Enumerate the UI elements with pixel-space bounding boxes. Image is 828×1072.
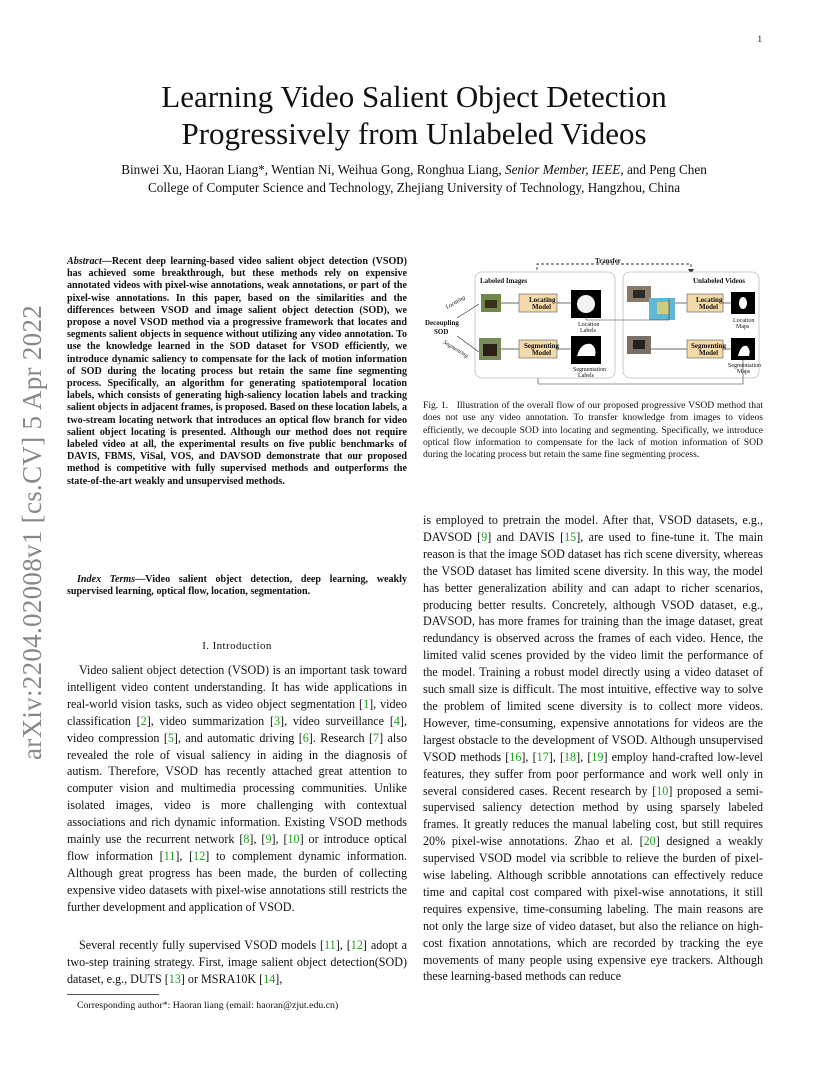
authors-role: Senior Member, IEEE,	[504, 162, 624, 177]
section-heading: I. Introduction	[202, 640, 272, 652]
citation-link[interactable]: 2	[140, 713, 147, 728]
abstract-label: Abstract	[67, 256, 102, 267]
citation-link[interactable]: 4	[393, 713, 400, 728]
video-frame-top-object	[633, 290, 645, 298]
fig-location-maps-l2: Maps	[736, 324, 750, 330]
citation-link[interactable]: 14	[263, 971, 276, 986]
figure-1-diagram	[425, 256, 765, 388]
caption-label: Fig. 1.	[423, 400, 449, 411]
page-number: 1	[757, 34, 762, 44]
citation-link[interactable]: 6	[302, 730, 309, 745]
citation-link[interactable]: 10	[656, 783, 669, 798]
paper-title	[60, 78, 768, 152]
video-frame-bottom-object	[633, 340, 645, 349]
citation-link[interactable]: 3	[273, 713, 281, 728]
right-column-body: is employed to pretrain the model. After that, VSOD datasets, e.g., DAVSOD [9] and DAVIS [15], are used to fine-tune it. The main reason is that the image SOD dataset has rich scene diversity, whereas the VSOD dataset has limited scene diversity. In this way, the model has better generalization ability and can adapt to richer scenarios, producing better results. Concretely, although VSOD dataset, e.g., DAVSOD, has more frames for training than the image dataset, great redundancy is observed across the frames of each video. Hence, the limited valid scenes provided by the video limit the performance of the model. Training a robust model directly using a video dataset of such small size is difficult. The most intuitive, effective way to solve the problem of limited scene diversity is to collect more videos. However, time-consuming, expensive annotations for videos are the largest obstacle to the development of VSOD. Although unsupervised VSOD methods [16], [17], [18], [19] employ hand-crafted low-level features, they suffer from poor performance and work well only in several considered cases. Recent research by [10] proposed a semi-supervised saliency detection method by using sparsely labeled frames. It greatly reduces the manual labeling cost, but still requires 20% pixel-wise annotations. Zhao et al. [20] designed a weakly supervised VSOD model via scribble to relieve the burden of pixel-wise labeling. Although scribble annotations can effectively reduce time and capital cost compared with pixel-wise annotations, it still requires expensive, time-consuming labeling. The main reasons are not only the large size of video dataset, but also the reliance on high-cost fixation annotations, which are recorded by tracking the eye movements of many people using expensive eye trackers. Although these learning-based methods can reduce	[423, 513, 764, 984]
citation-link[interactable]: 12	[350, 938, 363, 952]
citation-link[interactable]: 12	[193, 848, 206, 863]
fig-location-labels-l2: Labels	[580, 328, 596, 334]
intro-paragraph-2: Several recently fully supervised VSOD models [11], [12] adopt a two-step training strategy. First, image salient object detection(SOD) dataset, e.g., DUTS [13] or MSRA10K [14],	[67, 938, 408, 986]
caption-text: Illustration of the overall flow of our proposed progressive VSOD method that does not use any video annotation. To transfer knowledge from images to videos efficiently, we decouple SOD into locating and segmenting. Specifically, we introduce optical flow information to compensate for the lack of motion information of SOD during the locating process but retain the same fine segmenting process.	[423, 400, 764, 461]
figure-caption	[423, 400, 763, 461]
fig-locating-arrow-label: Locating	[445, 294, 467, 311]
labeled-image-bottom-object	[483, 344, 497, 356]
fig-unlabeled-videos: Unlabeled Videos	[693, 277, 745, 285]
citation-link[interactable]: 16	[509, 749, 522, 764]
fig-decoupling-l1: Decoupling	[425, 319, 459, 327]
fig-locating-model-right-l2: Model	[699, 303, 719, 311]
fig-segmenting-model-left-l2: Model	[532, 349, 552, 357]
abstract-text: —Recent deep learning-based video salient object detection (VSOD) has achieved some breakthrough, but these methods rely on expensive annotated videos with pixel-wise annotations, weak annotations, or part of the pixel-wise annotations. In this paper, based on the similarities and the differences between VSOD and image salient object detection (SOD), we propose a novel VSOD method via a progressive framework that locates and segments salient objects in sequence without utilizing any video annotation. To use the knowledge learned in the SOD dataset for VSOD efficiently, we introduce dynamic saliency to compensate for the lack of motion information of SOD during the locating process but retain the same fine segmenting process. Specifically, an algorithm for generating spatiotemporal location labels, which consists of generating high-saliency location labels and tracking salient objects in adjacent frames, is proposed. Based on these location labels, a two-stream locating network that introduces an optical flow branch for video salient object locating is presented. Although our method does not require labeled video at all, the experimental results on five public benchmarks of DAVIS, FBMS, ViSal, VOS, and DAVSOD demonstrate that our proposed method is competitive with fully supervised methods and outperforms the state-of-the-art weakly and unsupervised methods.	[67, 256, 407, 487]
fig-decoupling-l2: SOD	[434, 328, 449, 336]
fig-transfer-label: Transfer	[595, 257, 621, 265]
labeled-image-top-object	[485, 300, 497, 308]
fig-segmentation-labels-l2: Labels	[578, 373, 594, 379]
title-line-1: Learning Video Salient Object Detection	[161, 79, 667, 114]
optical-flow-patch	[657, 302, 669, 314]
fig-locating-model-left-l2: Model	[532, 303, 552, 311]
fig-labeled-images: Labeled Images	[480, 277, 528, 285]
abstract	[67, 256, 407, 488]
citation-link[interactable]: 11	[324, 938, 336, 952]
citation-link[interactable]: 10	[287, 832, 300, 847]
citation-link[interactable]: 5	[167, 730, 174, 745]
fig-segmenting-model-right-l2: Model	[699, 349, 719, 357]
title-line-2: Progressively from Unlabeled Videos	[181, 116, 647, 151]
affiliation: College of Computer Science and Technology, Zhejiang University of Technology, Hangzhou, China	[147, 180, 681, 195]
fig-locating-model-right-l1: Locating	[696, 296, 723, 304]
fig-segmentation-maps-l1: Segmentation	[728, 363, 761, 369]
index-terms-label: Index Terms	[77, 574, 136, 585]
intro-paragraph-1: Video salient object detection (VSOD) is an important task toward intelligent video content understanding. It has wide applications in real-world vision tasks, such as video object segmentation [1], video classification [2], video summarization [3], video surveillance [4], video compression [5], and automatic driving [6]. Research [7] also revealed the role of visual saliency in aiding in the diagnosis of autism. Therefore, VSOD has recently attached great attention to computer vision and multimedia processing communities. Unlike isolated images, video is more challenging with contextual associations and rich dynamic information. Existing VSOD methods mainly use the recurrent network [8], [9], [10] or introduce optical flow information [11], [12] to complement dynamic information. Although great progress has been made, the burden of collecting expensive video datasets with pixel-wise annotations still restricts the further development and application of VSOD.	[67, 663, 408, 914]
footnote: Corresponding author*: Haoran liang (email: haoran@zjut.edu.cn)	[77, 1000, 339, 1011]
fig-location-maps-l1: Location	[733, 318, 755, 324]
citation-link[interactable]: 20	[643, 834, 656, 849]
fig-locating-model-left-l1: Locating	[529, 296, 556, 304]
citation-link[interactable]: 17	[536, 749, 549, 764]
fig-segmentation-maps-l2: Maps	[737, 369, 751, 375]
authors-tail: and Peng Chen	[623, 162, 707, 177]
fig-segmenting-model-right-l1: Segmenting	[691, 342, 726, 350]
fig-segmenting-model-left-l1: Segmenting	[524, 342, 559, 350]
citation-link[interactable]: 15	[564, 529, 577, 544]
citation-link[interactable]: 9	[481, 529, 488, 544]
index-terms	[67, 574, 407, 598]
citation-link[interactable]: 1	[363, 696, 370, 711]
citation-link[interactable]: 11	[163, 848, 176, 863]
index-terms-text: —Video salient object detection, deep learning, weakly supervised learning, optical flow, location, segmentation.	[67, 574, 407, 598]
citation-link[interactable]: 9	[265, 832, 272, 847]
author-list	[50, 161, 778, 179]
citation-link[interactable]: 19	[591, 749, 604, 764]
citation-link[interactable]: 13	[168, 971, 181, 986]
arxiv-stamp: arXiv:2204.02008v1 [cs.CV] 5 Apr 2022	[17, 304, 47, 760]
location-label-blob	[577, 295, 595, 313]
citation-link[interactable]: 18	[564, 749, 577, 764]
footnote-rule	[67, 994, 159, 995]
location-map-blob	[739, 297, 747, 309]
fig-segmentation-labels-l1: Segmentation	[573, 367, 606, 373]
authors-names: Binwei Xu, Haoran Liang*, Wentian Ni, Weihua Gong, Ronghua Liang,	[121, 162, 505, 177]
citation-link[interactable]: 8	[243, 832, 250, 847]
fig-location-labels-l1: Location	[578, 322, 600, 328]
fig-segmenting-arrow-label: Segmenting	[441, 339, 469, 360]
citation-link[interactable]: 7	[373, 730, 380, 745]
